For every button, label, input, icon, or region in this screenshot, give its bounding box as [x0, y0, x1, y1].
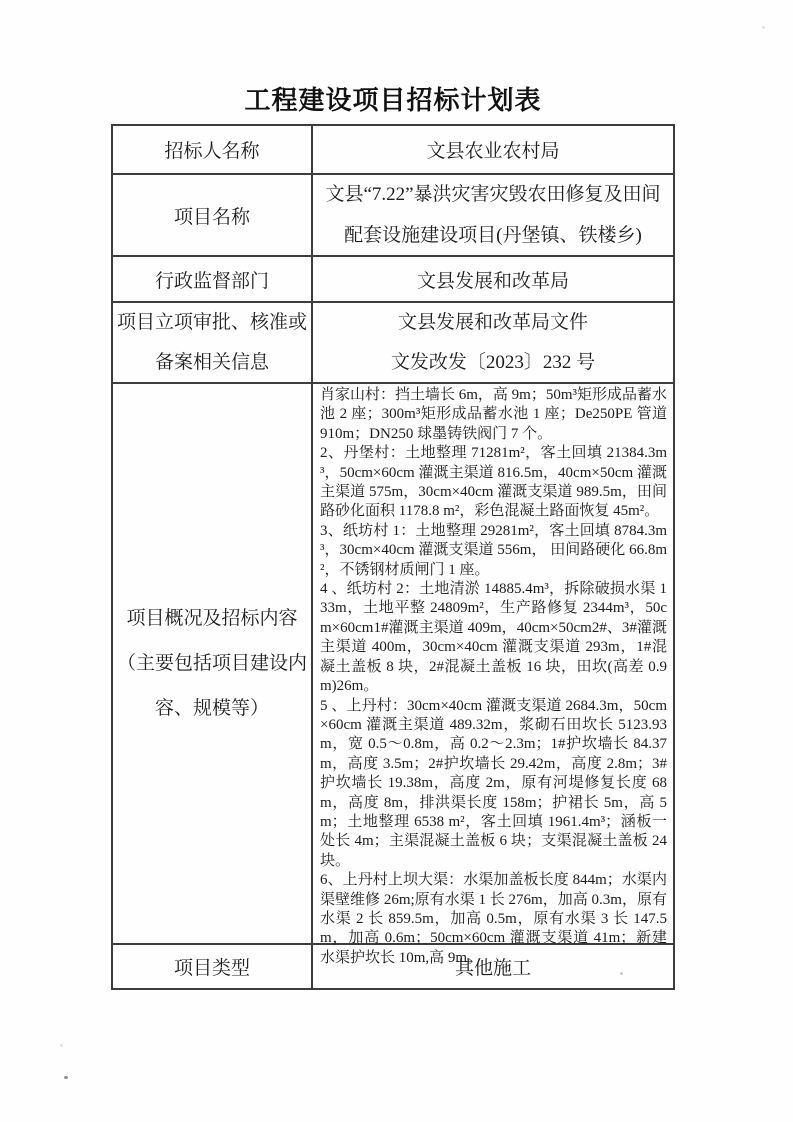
overview-paragraph-zhifang-2: 4 、纸坊村 2：土地清淤 14885.4m³，拆除破损水渠 133m，土地平整 24809m²，生产路修复 2344m³，50cm×60cm1#灌溉主渠道 409m，40cm×50cm2#、3#灌溉主渠道 400m，30cm×40cm 灌溉支渠道 293m，1#混凝土盖板 8 块，2#混凝土盖板 16 块，田坎(高差 0.9m)26m。: [320, 581, 667, 695]
approval-label-line-1: 项目立项审批、核准或: [116, 311, 307, 333]
table-row-approval: [113, 301, 673, 382]
scan-speck: [762, 26, 765, 29]
table-row-project-name: [113, 173, 673, 255]
bidder-label: 招标人名称: [164, 141, 260, 162]
overview-paragraph-shangdan-shangba: 6、上丹村上坝大渠：水渠加盖板长度 844m；水渠内渠壁维修 26m;原有水渠 1 长 276m，加高 0.3m，原有水渠 2 长 859.5m，加高 0.5m，原有水渠 3 长 147.5m，加高 0.6m；50cm×60cm 灌溉支渠道 41m；新建水渠护坎长 10m,高 9m。: [320, 872, 667, 966]
project-name-value: [311, 175, 673, 255]
approval-value-line-2: 文发改发〔2023〕232 号: [390, 351, 596, 373]
overview-paragraph-shangdan: 5 、上丹村：30cm×40cm 灌溉支渠道 2684.3m，50cm×60cm 灌溉主渠道 489.32m，浆砌石田坎长 5123.93m，宽 0.5～0.8m，高 0.2～2.3m；1#护坎墙长 84.37m，高度 3.5m；2#护坎墙长 29.42m，高度 2.8m；3#护坎墙长 19.38m，高度 2m，原有河堤修复长度 68m，高度 8m，排洪渠长度 158m；护裙长 5m，高 5m；土地整理 6538 m²，客土回填 1961.4m³；涵板一处长 4m；主渠混凝土盖板 6 块；支渠混凝土盖板 24 块。: [320, 697, 667, 869]
project-name-label: 项目名称: [173, 206, 250, 228]
scan-speck: [60, 1044, 63, 1047]
scan-speck: [620, 972, 623, 975]
supervisor-value: 文县发展和改革局: [311, 257, 673, 301]
overview-label-line-1: 项目概况及招标内容: [126, 608, 298, 629]
table-row-supervisor: [113, 255, 673, 301]
project-type-label: 项目类型: [173, 958, 250, 979]
scan-speck: [64, 1076, 68, 1079]
overview-label-line-2: （主要包括项目建设内: [116, 653, 307, 674]
approval-value-line-1: 文县发展和改革局文件: [397, 311, 588, 333]
overview-content: [311, 384, 673, 966]
project-name-value-line-1: 文县“7.22”暴洪灾害灾毁农田修复及田间: [325, 184, 661, 205]
table-row-project-type: [113, 943, 673, 988]
bidding-plan-table: [111, 124, 675, 990]
overview-paragraph-zhifang-1: 3、纸坊村 1：土地整理 29281m²，客土回填 8784.3m³，30cm×40cm 灌溉支渠道 556m， 田间路硬化 66.8m²，不锈钢材质闸门 1 座。: [320, 522, 667, 578]
table-row-bidder: [113, 126, 673, 173]
overview-paragraph-danbao: 2、丹堡村：土地整理 71281m²，客土回填 21384.3m³，50cm×60cm 灌溉主渠道 816.5m，40cm×50cm 灌溉主渠道 575m，30cm×40cm 灌溉支渠道 989.5m，田间路砂化面积 1178.8 m²，彩色混凝土路面恢复 45m²。: [320, 445, 667, 520]
approval-label: [113, 303, 311, 382]
supervisor-label: 行政监督部门: [154, 270, 269, 292]
approval-label-line-2: 备案相关信息: [154, 351, 269, 373]
project-type-value: 其他施工: [311, 945, 673, 988]
document-title: 工程建设项目招标计划表: [244, 85, 542, 115]
overview-label: [113, 384, 311, 943]
approval-value: [311, 303, 673, 382]
table-row-overview: [113, 382, 673, 966]
bidder-value: 文县农业农村局: [311, 126, 673, 173]
overview-paragraph-xiaojiashan: 肖家山村：挡土墙长 6m，高 9m；50m³矩形成品蓄水池 2 座；300m³矩形成品蓄水池 1 座；De250PE 管道 910m；DN250 球墨铸铁阀门 7 个。: [320, 387, 668, 442]
project-name-value-line-2: 配套设施建设项目(丹堡镇、铁楼乡): [344, 225, 642, 246]
overview-label-line-3: 容、规模等）: [154, 698, 269, 719]
